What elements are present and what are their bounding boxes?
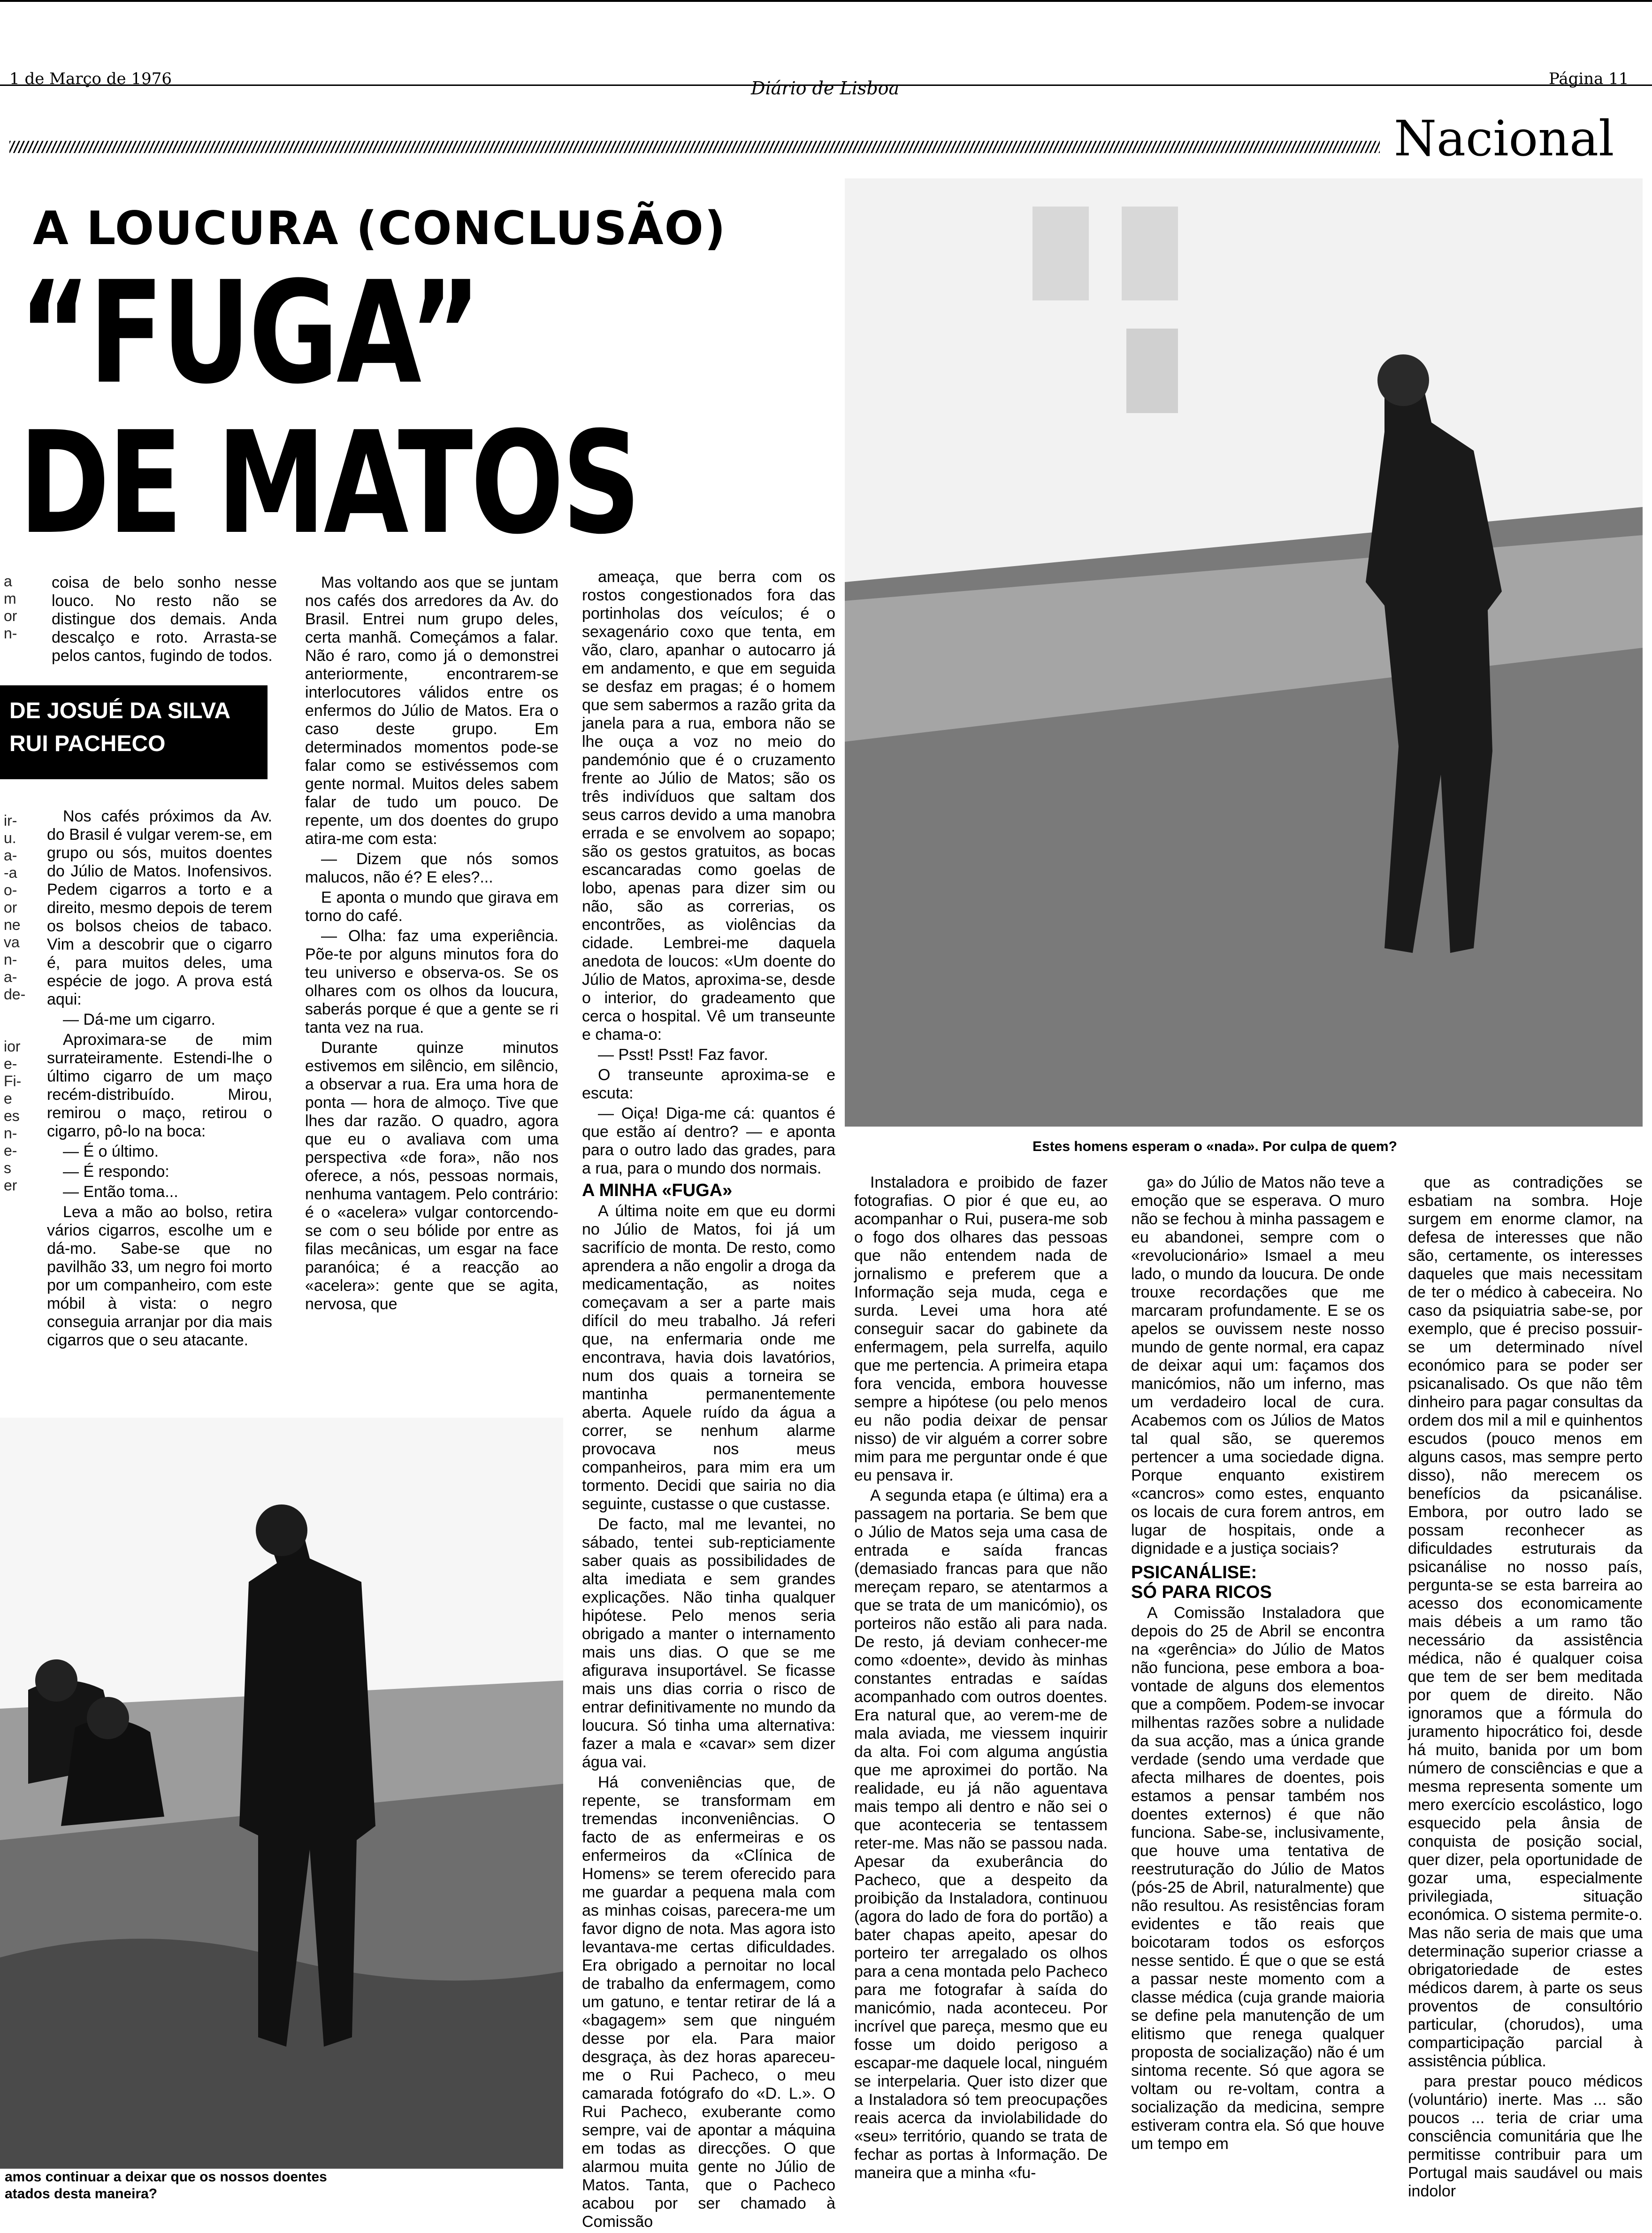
masthead-name: Diário de Lisboa: [751, 78, 900, 99]
photo-patients-image: [0, 1418, 563, 2169]
headline-line-2: DE MATOS: [19, 401, 639, 565]
kicker: A LOUCURA (CONCLUSÃO): [33, 202, 727, 255]
paragraph: Há conveniências que, de repente, se transformam em tremendas inconveniências. O facto de as enfermeiras e os enfermeiros da «Clínica de Homens» se terem oferecido para me guardar a pequena mala com as minhas coisas, parecera-me um favor digno de nota. Mas agora isto levantava-me certas dificuldades. Era obrigado a pernoitar no local de trabalho da enfermagem, como um gatuno, e tentar retirar de lá a «bagagem» sem que ninguém desse por ela. Para maior desgraça, às dez horas apareceu-me o Rui Pacheco, o meu camarada fotógrafo do «D. L.». O Rui Pacheco, exuberante como sempre, vai de apontar a máquina em todas as direcções. O que alarmou muita gente no Júlio de Matos. Tanta, que o Pacheco acabou por ser chamado à Comissão: [582, 1773, 835, 2231]
paragraph: — Olha: faz uma experiência. Põe-te por alguns minutos fora do teu universo e observa-os. Se os olhares com os olhos da loucura, saberás porque é que a gente se ri tanta vez na rua.: [305, 927, 558, 1036]
section-label: Nacional: [1394, 110, 1614, 167]
paragraph: A última noite em que eu dormi no Júlio de Matos, foi já um sacrifício de monta. De resto, como aprendera a não engolir a droga da medicamentação, as noites começavam a ser a parte mais difícil do meu trabalho. Já referi que, na enfermaria onde me encontrava, havia dois lavatórios, num dos quais a torneira se mantinha permanentemente aberta. Aquele ruído da água a correr, se nenhum alarme provocava nos meus companheiros, para mim era um tormento. Decidi que sairia no dia seguinte, custasse o que custasse.: [582, 1202, 835, 1513]
photo-caption-top: Estes homens esperam o «nada». Por culpa de quem?: [1032, 1139, 1397, 1154]
paragraph: que as contradições se esbatiam na sombra. Hoje surgem em enorme clamor, na defesa de interesses que não são, certamente, os interesses daqueles que mais necessitam de ter o médico à cabeceira. No caso da psiquiatria sabe-se, por exemplo, que é preciso possuir-se um determinado nível económico para se poder ser psicanalisado. Os que não têm dinheiro para pagar consultas da ordem dos mil a mil e quinhentos escudos (pouco menos em alguns casos, mas sempre perto disso), não merecem os benefícios da psicanálise. Embora, por outro lado se possam reconhecer as dificuldades estruturais da psicanálise no nosso país, pergunta-se se esta barreira ao acesso dos economicamente mais débeis a um ramo tão necessário da assistência médica, não é qualquer coisa que tem de ser bem meditada por quem de direito. Não ignoramos que a fórmula do juramento hipocrático foi, desde há muito, banida por um bom número de consciências e que a mesma representa somente um mero exercício escolástico, logo esquecido pela ânsia de conquista de posição social, quer dizer, pela oportunidade de gozar uma, especialmente privilegiada, situação económica. O sistema permite-o. Mas não seria de mais que uma determinação superior criasse a obrigatoriedade de estes médicos darem, à parte os seus proventos de consultório particular, (chorudos), uma comparticipação parcial à assistência pública.: [1408, 1174, 1643, 2070]
photo-caption-bottom: [5, 2169, 521, 2202]
paragraph: Nos cafés próximos da Av. do Brasil é vulgar verem-se, em grupo ou sós, muitos doentes do Júlio de Matos. Inofensivos. Pedem cigarros a torto e a direito, mesmo depois de terem os bolsos cheios de tabaco. Vim a descobrir que o cigarro é, para muitos deles, uma espécie de jogo. A prova está aqui:: [47, 807, 272, 1008]
subheading-fuga: A MINHA «FUGA»: [582, 1181, 733, 1200]
paragraph: — É o último.: [63, 1143, 159, 1160]
photo-caption-bottom-line-1: amos continuar a deixar que os nossos doentes: [5, 2169, 327, 2185]
column-2: [305, 574, 558, 1315]
paragraph: Durante quinze minutos estivemos em silêncio, em silêncio, a observar a rua. Era uma hora de ponta — hora de almoço. Tive que lhes dar razão. O quadro, agora que eu o avaliava com uma perspectiva «de fora», não nos oferece, a nós, pessoas normais, nenhuma vantagem. Pelo contrário: é o «acelera» vulgar contorcendo-se com o seu bólide por entre as filas mecânicas, um esgar na face paranóica; é a reacção ao «acelera»: gente que se agita, nervosa, que: [305, 1039, 558, 1313]
issue-date: 1 de Março de 1976: [9, 69, 172, 88]
paragraph: Leva a mão ao bolso, retira vários cigarros, escolhe um e dá-mo. Sabe-se que no pavilhão 33, um negro foi morto por um companheiro, com este móbil à vista: o negro conseguia arranjar por dia mais cigarros que o seu atacante.: [47, 1203, 272, 1349]
paragraph: — É respondo:: [63, 1163, 169, 1181]
subheading-psicanalise-2: SÓ PARA RICOS: [1131, 1582, 1272, 1602]
paragraph: — Então toma...: [63, 1183, 178, 1201]
headline-line-1: “FUGA”: [19, 251, 480, 415]
paragraph: A Comissão Instaladora que depois do 25 de Abril se encontra na «gerência» do Júlio de Matos não funciona, pese embora a boa-vontade de alguns dos elementos que a compõem. Podem-se invocar milhentas razões sobre a nulidade da sua acção, mas a única grande verdade (sendo uma verdade que afecta milhares de doentes, pois estamos a pensar também nos doentes externos) é que não funciona. Sabe-se, inclusivamente, que houve uma tentativa de reestruturação do Júlio de Matos (pós-25 de Abril, naturalmente) que não resultou. As resistências foram evidentes e tão reais que boicotaram todos os esforços nesse sentido. É que o que se está a passar neste momento com a classe médica (cuja grande maioria se define pela manutenção de um elitismo que renega qualquer proposta de socialização) não é um sintoma recente. Só que agora se voltam ou re-voltam, contra a socialização da medicina, sempre estiveram contra ela. Só que houve um tempo em: [1131, 1604, 1384, 2153]
left-edge-fragment-top: a m or n-: [4, 573, 17, 642]
column-4: [854, 1174, 1108, 2184]
page-number: Página 11: [1549, 69, 1629, 88]
paragraph: E aponta o mundo que girava em torno do café.: [305, 889, 558, 925]
byline-line-1: DE JOSUÉ DA SILVA: [9, 698, 231, 723]
column-3: [582, 568, 835, 2233]
paragraph: A segunda etapa (e última) era a passagem na portaria. Se bem que o Júlio de Matos seja uma casa de entrada e saída francas (demasiado francas para que não mereçam reparo, se atentarmos a que se trata de um manicómio), os porteiros não estão ali para nada. De resto, já deviam conhecer-me como «doente», devido às minhas constantes entradas e saídas acompanhado com outros doentes. Era natural que, ao verem-me de mala aviada, me viessem inquirir da alta. Foi com alguma angústia que me aproximei do portão. Na realidade, eu já não aguentava mais tempo ali dentro e não sei o que aconteceria se tentassem reter-me. Mas não se passou nada. Apesar da exuberância do Pacheco, que a despeito da proibição da Instaladora, continuou (agora do lado de fora do portão) a bater chapas apeito, apesar do porteiro ter arregalado os olhos para a cena montada pelo Pacheco para me fotografar à saída do manicómio, nada aconteceu. Por incrível que pareça, mesmo que eu fosse um doido perigoso a escapar-me daquele local, ninguém se interpelaria. Quer isto dizer que a Instaladora só tem preocupações reais acerca da inviolabilidade do «seu» território, quando se trata de fechar as portas à Informação. De maneira que a minha «fu-: [854, 1487, 1108, 2182]
paragraph: O transeunte aproxima-se e escuta:: [582, 1066, 835, 1102]
photo-man-walking: [845, 178, 1643, 1127]
column-5: [1131, 1174, 1384, 2155]
paragraph: para prestar pouco médicos (voluntário) inerte. Mas ... são poucos ... teria de criar uma consciência comunitária que lhe permitisse contribuir para um Portugal mais saudável ou mais indolor: [1408, 2072, 1643, 2200]
subheading-psicanalise-1: PSICANÁLISE:: [1131, 1563, 1257, 1582]
paragraph: ameaça, que berra com os rostos congestionados fora das portinholas dos veículos; é o sexagenário coxo que tenta, em vão, claro, apanhar o autocarro já em andamento, e que em seguida se desfaz em pragas; é o homem que sem sabermos a razão grita da janela para a rua, embora não se lhe ouça a voz no meio do pandemónio que é o cruzamento frente ao Júlio de Matos; são os três indivíduos que saltam dos seus carros devido a uma manobra errada e se envolvem ao sopapo; são os gestos gratuitos, as bocas escancaradas como goelas de lobo, apenas para dizer sim ou não, são as correrias, os encontrões, as violências da cidade. Lembrei-me daquela anedota de loucos: «Um doente do Júlio de Matos, aproxima-se, desde o interior, do gradeamento que cerca o hospital. Vê um transeunte e chama-o:: [582, 568, 835, 1044]
column-1: [47, 807, 272, 1351]
paragraph: — Psst! Psst! Faz favor.: [598, 1046, 768, 1064]
photo-patients: [0, 1418, 563, 2169]
photo-caption-bottom-line-2: atados desta maneira?: [5, 2186, 158, 2202]
paragraph: Instaladora e proibido de fazer fotografias. O pior é que eu, ao acompanhar o Rui, pusera-me sob o fogo dos olhares das pessoas que não entendem nada de jornalismo e preferem que a Informação seja muda, cega e surda. Levei uma hora até conseguir sacar do gabinete da enfermagem, pela surrelfa, aquilo que me pertencia. A primeira etapa fora vencida, embora houvesse sempre a hipótese (ou pelo menos eu não podia deixar de pensar nisso) de vir alguém a correr sobre mim para me perguntar onde é que eu pensava ir.: [854, 1174, 1108, 1484]
paragraph: — Dizem que nós somos malucos, não é? E eles?...: [305, 850, 558, 886]
paragraph: — Dá-me um cigarro.: [63, 1011, 215, 1028]
photo-man-walking-image: [845, 178, 1643, 1127]
top-border: [0, 0, 1652, 2]
byline-box: [0, 685, 268, 779]
paragraph: ga» do Júlio de Matos não teve a emoção que se esperava. O muro não se fechou à minha passagem e eu abandonei, sempre com o «revolucionário» Ismael a meu lado, o mundo da loucura. De onde trouxe recordações que me marcaram profundamente. E se os apelos se ouvissem neste nosso mundo de gente normal, era capaz de deixar aqui um: façamos dos manicómios, não um inferno, mas um verdadeiro local de cura. Acabemos com os Júlios de Matos tal qual são, se queremos pertencer a uma sociedade digna. Porque enquanto existirem «cancros» como estes, enquanto os locais de cura forem antros, em lugar de hospitais, onde a dignidade e a justiça sociais?: [1131, 1174, 1384, 1558]
column-6: [1408, 1174, 1643, 2202]
paragraph: — Oiça! Diga-me cá: quantos é que estão aí dentro? — e aponta para o outro lado das grades, para a rua, para o mundo dos normais.: [582, 1105, 835, 1177]
byline-line-2: RUI PACHECO: [9, 731, 166, 756]
column-1-top-text: coisa de belo sonho nesse louco. No resto não se distingue dos demais. Anda descalço e roto. Arrasta-se pelos cantos, fugindo de todos.: [52, 574, 277, 665]
paragraph: De facto, mal me levantei, no sábado, tentei sub-repticiamente saber quais as possibilidades de alta imediata e sem grandes explicações. Não tinha qualquer hipótese. Pelo menos seria obrigado a manter o internamento mais uns dias. O que se me afigurava insuportável. Se ficasse mais uns dias corria o risco de entrar definitivamente no mundo da loucura. Só tinha uma alternativa: fazer a mala e «cavar» sem dizer água vai.: [582, 1515, 835, 1771]
paragraph: Aproximara-se de mim surrateiramente. Estendi-lhe o último cigarro de um maço recém-distribuído. Mirou, remirou o maço, retirou o cigarro, pô-lo na boca:: [47, 1031, 272, 1140]
left-edge-fragment-body: ir- u. a- -a o- or ne va n- a- de- ior e- Fi- e es n- e- s er: [4, 812, 26, 1194]
section-hatch: [9, 141, 1380, 153]
paragraph: Mas voltando aos que se juntam nos cafés dos arredores da Av. do Brasil. Entrei num grupo deles, certa manhã. Começámos a falar. Não é raro, como já o demonstrei anteriormente, encontrarem-se interlocutores válidos entre os enfermos do Júlio de Matos. Era o caso deste grupo. Em determinados momentos pode-se falar como se estivéssemos com gente normal. Muitos deles sabem falar de tudo um pouco. De repente, um dos doentes do grupo atira-me com esta:: [305, 574, 558, 848]
